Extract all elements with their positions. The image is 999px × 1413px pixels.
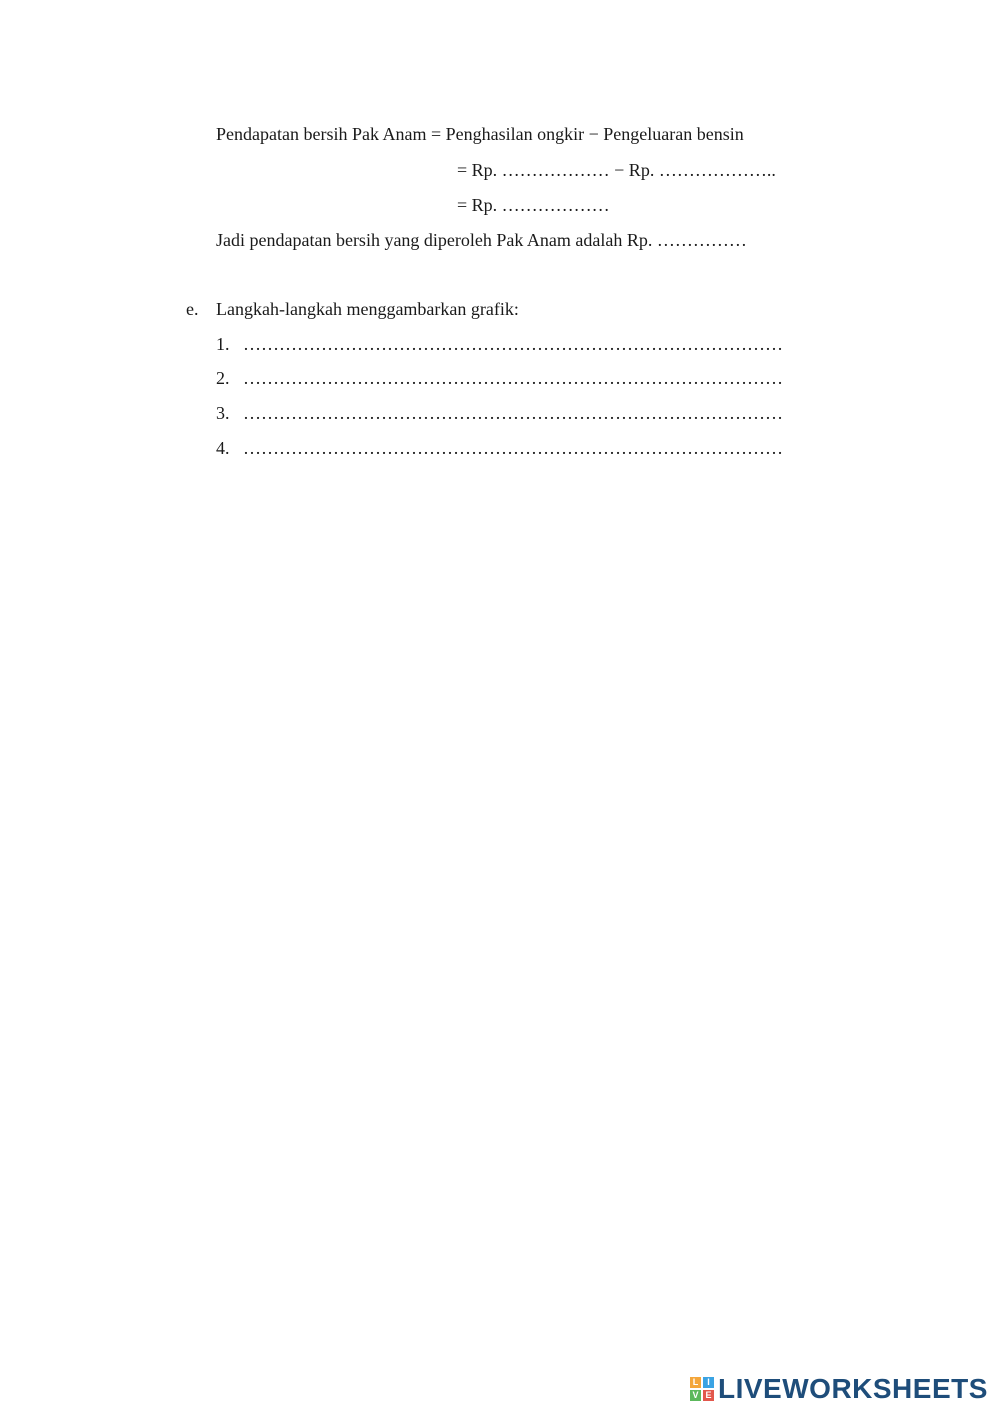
step-4-number: 4. (216, 438, 230, 458)
logo-mark-v: V (690, 1390, 701, 1401)
equation-conclusion: Jadi pendapatan bersih yang diperoleh Pak Anam adalah Rp. …………… (216, 230, 747, 250)
step-4-blank[interactable]: ……………………………………………………………………………… (243, 438, 783, 458)
logo-wordmark: LIVEWORKSHEETS (718, 1373, 988, 1404)
equation-line-1: Pendapatan bersih Pak Anam = Penghasilan ongkir − Pengeluaran bensin (216, 124, 744, 144)
step-3-blank[interactable]: ……………………………………………………………………………… (243, 403, 783, 423)
liveworksheets-logo-icon (690, 1377, 714, 1401)
equation-line-2: = Rp. ……………… − Rp. ……………….. (457, 160, 776, 180)
equation-line-3: = Rp. ……………… (457, 195, 610, 215)
liveworksheets-logo[interactable] (690, 1373, 988, 1405)
step-3-number: 3. (216, 403, 230, 423)
step-1-blank[interactable]: ……………………………………………………………………………… (243, 334, 783, 354)
logo-mark-e: E (703, 1390, 714, 1401)
logo-mark-i: I (703, 1377, 714, 1388)
step-2-blank[interactable]: ……………………………………………………………………………… (243, 368, 783, 388)
section-e-heading: Langkah-langkah menggambarkan grafik: (216, 299, 519, 319)
step-2-number: 2. (216, 368, 230, 388)
logo-mark-l: L (690, 1377, 701, 1388)
section-e-marker: e. (186, 299, 199, 319)
step-1-number: 1. (216, 334, 230, 354)
